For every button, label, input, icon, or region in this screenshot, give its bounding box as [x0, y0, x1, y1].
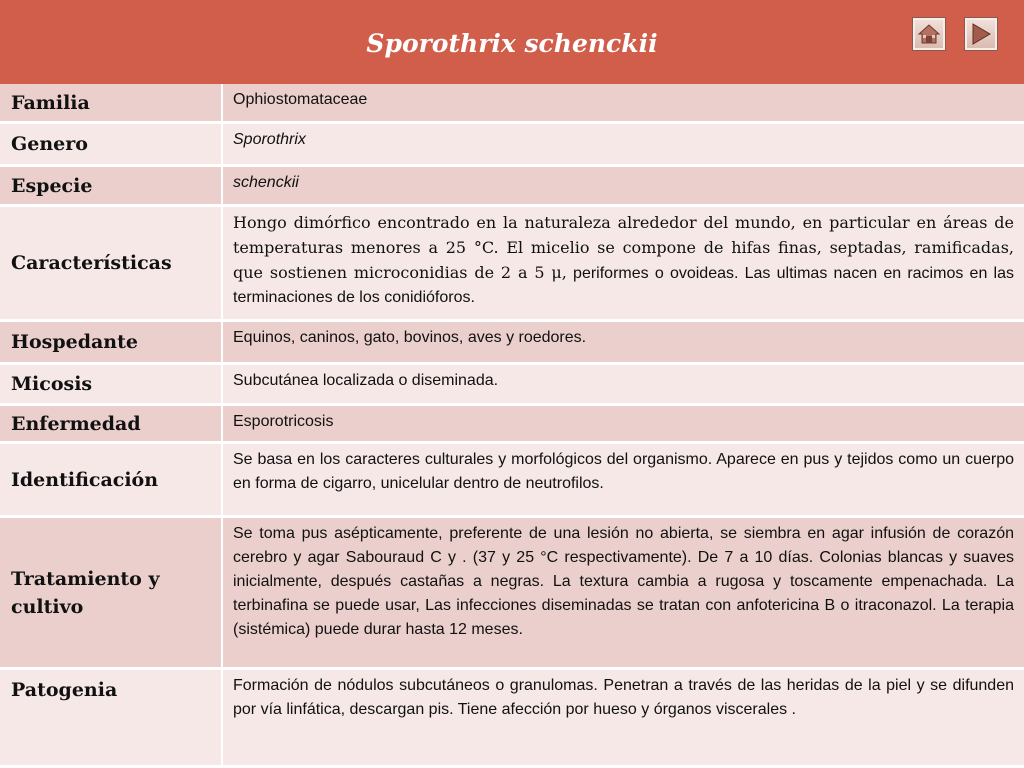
table-row — [0, 207, 1024, 322]
row-label: Micosis — [0, 365, 221, 403]
table-row — [0, 365, 1024, 406]
table-row — [0, 322, 1024, 365]
row-value — [223, 207, 1024, 319]
row-value-rest: periformes o ovoideas. Las ultimas nacen en racimos en las terminaciones de los conidióforos. — [233, 265, 1015, 306]
table-row — [0, 670, 1024, 768]
info-table — [0, 84, 1024, 768]
row-value: Subcutánea localizada o diseminada. — [223, 365, 1024, 403]
row-label: Tratamiento y cultivo — [0, 518, 221, 667]
row-label: Identificación — [0, 444, 221, 515]
table-row — [0, 518, 1024, 670]
row-value: schenckii — [223, 167, 1024, 204]
next-slide-button[interactable] — [964, 17, 998, 51]
row-value: Se toma pus asépticamente, preferente de una lesión no abierta, se siembra en agar infusión de corazón cerebro y agar Sabouraud C y . (37 y 25 °C respectivamente). De 7 a 10 días. Colonias blancas y suaves inicialmente, después castañas a negras. La textura cambia a rugosa y toscamente empenachada. La terbinafina se puede usar, Las infecciones diseminadas se tratan con anfotericina B o itraconazol. La terapia (sistémica) puede durar hasta 12 meses. — [223, 518, 1024, 667]
table-row — [0, 167, 1024, 207]
table-row — [0, 84, 1024, 124]
row-value-serif: Hongo dimórfico encontrado en la naturaleza alrededor del mundo, en particular en áreas de temperaturas menores a 25 °C. El micelio se compone de hifas finas, septadas, ramificadas, que sostienen microconidias de 2 a 5 μ, — [233, 213, 1014, 282]
table-row — [0, 124, 1024, 167]
row-label: Genero — [0, 124, 221, 164]
row-label: Especie — [0, 167, 221, 204]
table-row — [0, 406, 1024, 444]
row-value: Formación de nódulos subcutáneos o granulomas. Penetran a través de las heridas de la piel y se difunden por vía linfática, descargan pis. Tiene afección por hueso y órganos viscerales . — [223, 670, 1024, 765]
row-value: Ophiostomataceae — [223, 84, 1024, 121]
header-bar — [0, 0, 1024, 84]
row-value: Sporothrix — [223, 124, 1024, 164]
table-row — [0, 444, 1024, 518]
row-label: Características — [0, 207, 221, 319]
row-label: Hospedante — [0, 322, 221, 362]
row-value: Se basa en los caracteres culturales y morfológicos del organismo. Aparece en pus y tejidos como un cuerpo en forma de cigarro, unicelular dentro de neutrofilos. — [223, 444, 1024, 515]
home-icon — [916, 21, 942, 47]
row-label: Patogenia — [0, 670, 221, 765]
row-value: Equinos, caninos, gato, bovinos, aves y roedores. — [223, 322, 1024, 362]
page-title: Sporothrix schenckii — [366, 29, 658, 58]
home-button[interactable] — [912, 17, 946, 51]
play-next-icon — [968, 21, 994, 47]
row-value: Esporotricosis — [223, 406, 1024, 441]
row-label: Enfermedad — [0, 406, 221, 441]
row-label: Familia — [0, 84, 221, 121]
